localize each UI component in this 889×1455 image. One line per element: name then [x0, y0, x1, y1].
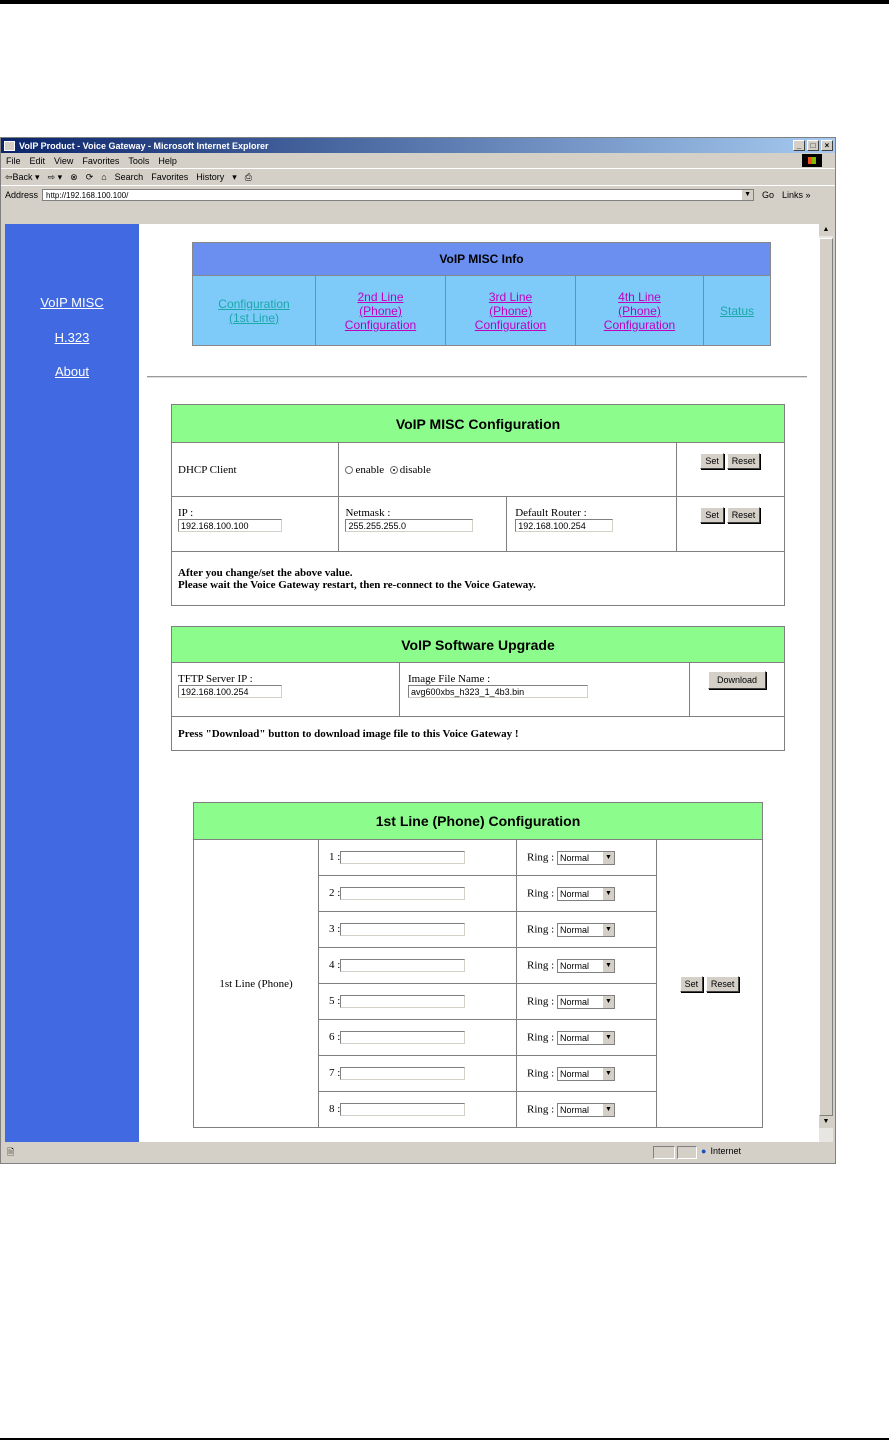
- entry-input-4[interactable]: [340, 959, 465, 972]
- ip-set-button[interactable]: Set: [700, 507, 724, 523]
- dhcp-label: DHCP Client: [172, 443, 339, 497]
- tab-4-line2: (Phone): [618, 303, 661, 318]
- tab-2-line2: (Phone): [359, 303, 402, 318]
- print-icon[interactable]: ⎙: [244, 171, 252, 182]
- ip-label: IP :: [178, 507, 194, 519]
- entry-input-6[interactable]: [340, 1031, 465, 1044]
- ring-select-3[interactable]: [557, 923, 615, 937]
- mail-icon[interactable]: ▾: [232, 171, 237, 182]
- line-row-label: 1st Line (Phone): [194, 840, 319, 1128]
- tab-2-line1: 2nd Line: [357, 289, 404, 304]
- address-bar: [1, 186, 835, 203]
- zone-label: Internet: [710, 1146, 741, 1156]
- image-file-label: Image File Name :: [408, 673, 491, 685]
- page-content: [5, 224, 819, 1142]
- tftp-input[interactable]: 192.168.100.254: [178, 685, 282, 698]
- chevron-down-icon: ▼: [603, 852, 614, 864]
- entry-number-3: 3 :: [329, 923, 341, 936]
- ring-label-1: Ring :: [527, 851, 555, 864]
- ring-value-4: Normal: [559, 960, 589, 971]
- upgrade-table: [171, 626, 785, 751]
- refresh-icon[interactable]: ⟳: [85, 171, 94, 182]
- home-icon[interactable]: ⌂: [101, 172, 107, 182]
- ring-label-3: Ring :: [527, 923, 555, 936]
- ring-select-7[interactable]: [557, 1067, 615, 1081]
- address-input[interactable]: [42, 189, 754, 201]
- scroll-up-icon[interactable]: ▲: [819, 224, 833, 236]
- favorites-button[interactable]: Favorites: [151, 172, 189, 182]
- ring-select-2[interactable]: [557, 887, 615, 901]
- dhcp-disable-radio[interactable]: [390, 466, 398, 474]
- ring-select-5[interactable]: [557, 995, 615, 1009]
- tab-3-line2: (Phone): [489, 303, 532, 318]
- download-button[interactable]: Download: [708, 671, 766, 689]
- tab-4-line1: 4th Line: [618, 289, 661, 304]
- search-button[interactable]: Search: [114, 172, 144, 182]
- dhcp-reset-button[interactable]: Reset: [727, 453, 761, 469]
- ip-reset-button[interactable]: Reset: [727, 507, 761, 523]
- menu-favorites[interactable]: Favorites: [82, 155, 120, 166]
- page-bottom-rule: [0, 1438, 889, 1440]
- ring-select-4[interactable]: [557, 959, 615, 973]
- tab-3-line3: Configuration: [474, 317, 547, 332]
- dhcp-set-button[interactable]: Set: [700, 453, 724, 469]
- status-segment: [677, 1146, 697, 1159]
- ring-value-7: Normal: [559, 1068, 589, 1079]
- go-button[interactable]: Go: [762, 189, 775, 200]
- tab-2-line3: Configuration: [344, 317, 417, 332]
- chevron-down-icon: ▼: [603, 1104, 614, 1116]
- page-icon: 🗎: [7, 1147, 15, 1157]
- download-note: Press "Download" button to download image file to this Voice Gateway !: [172, 717, 785, 751]
- windows-logo-icon: [802, 154, 822, 167]
- misc-config-title: VoIP MISC Configuration: [172, 405, 785, 443]
- scroll-down-icon[interactable]: ▼: [819, 1116, 833, 1128]
- router-label: Default Router :: [515, 507, 587, 519]
- ring-label-4: Ring :: [527, 959, 555, 972]
- entry-input-3[interactable]: [340, 923, 465, 936]
- ring-select-8[interactable]: [557, 1103, 615, 1117]
- tab-link-3[interactable]: [475, 290, 546, 332]
- image-file-input[interactable]: avg600xbs_h323_1_4b3.bin: [408, 685, 588, 698]
- sidebar: [5, 224, 139, 1142]
- menu-edit[interactable]: Edit: [29, 155, 46, 166]
- entry-input-5[interactable]: [340, 995, 465, 1008]
- chevron-down-icon: ▼: [603, 960, 614, 972]
- ring-value-8: Normal: [559, 1104, 589, 1115]
- netmask-input[interactable]: 255.255.255.0: [345, 519, 473, 532]
- back-button[interactable]: ⇦Back ▾: [5, 171, 40, 182]
- tab-3rd-line[interactable]: [446, 276, 576, 346]
- tab-link-status[interactable]: Status: [719, 303, 755, 318]
- line-set-button[interactable]: Set: [680, 976, 704, 992]
- divider: [147, 376, 807, 378]
- ip-input[interactable]: 192.168.100.100: [178, 519, 282, 532]
- address-dropdown-icon[interactable]: ▼: [742, 190, 753, 200]
- dhcp-enable-radio[interactable]: [345, 466, 353, 474]
- ring-select-1[interactable]: [557, 851, 615, 865]
- entry-number-1: 1 :: [329, 851, 341, 864]
- ring-label-7: Ring :: [527, 1067, 555, 1080]
- restart-note-2: Please wait the Voice Gateway restart, then re-connect to the Voice Gateway.: [178, 578, 536, 591]
- chevron-down-icon: ▼: [603, 924, 614, 936]
- title-bar: [1, 138, 835, 153]
- entry-input-1[interactable]: [340, 851, 465, 864]
- stop-icon[interactable]: ⊗: [70, 171, 78, 182]
- tab-3-line1: 3rd Line: [488, 289, 533, 304]
- ring-label-5: Ring :: [527, 995, 555, 1008]
- entry-number-7: 7 :: [329, 1067, 341, 1080]
- ring-value-2: Normal: [559, 888, 589, 899]
- line-config-title: 1st Line (Phone) Configuration: [194, 803, 763, 840]
- misc-config-table: [171, 404, 785, 606]
- menu-bar: [1, 153, 835, 169]
- ring-label-6: Ring :: [527, 1031, 555, 1044]
- toolbar: [1, 169, 835, 186]
- entry-number-5: 5 :: [329, 995, 341, 1008]
- close-icon[interactable]: ×: [821, 140, 833, 151]
- entry-input-7[interactable]: [340, 1067, 465, 1080]
- address-label: Address: [5, 189, 39, 200]
- upgrade-title: VoIP Software Upgrade: [172, 627, 785, 663]
- nav-title: VoIP MISC Info: [193, 243, 771, 276]
- restart-note-1: After you change/set the above value.: [178, 566, 353, 579]
- tab-link-1[interactable]: [218, 297, 289, 325]
- history-button[interactable]: History: [196, 172, 225, 182]
- dhcp-disable-label: disable: [399, 463, 431, 476]
- tab-link-4[interactable]: [604, 290, 675, 332]
- entry-input-8[interactable]: [340, 1103, 465, 1116]
- menu-tools[interactable]: Tools: [128, 155, 150, 166]
- status-bar: [1, 1144, 835, 1162]
- ring-value-6: Normal: [559, 1032, 589, 1043]
- dhcp-enable-label: enable: [355, 463, 385, 476]
- line-reset-button[interactable]: Reset: [706, 976, 740, 992]
- tab-2nd-line[interactable]: [316, 276, 446, 346]
- status-segment: [653, 1146, 675, 1159]
- sidebar-item-h323[interactable]: H.323: [54, 330, 90, 345]
- ring-label-2: Ring :: [527, 887, 555, 900]
- chevron-down-icon: ▼: [603, 1068, 614, 1080]
- chevron-down-icon: ▼: [603, 996, 614, 1008]
- chevron-down-icon: ▼: [603, 1032, 614, 1044]
- tftp-label: TFTP Server IP :: [178, 673, 253, 685]
- tab-4th-line[interactable]: [576, 276, 704, 346]
- ring-value-5: Normal: [559, 996, 589, 1007]
- scrollbar-thumb[interactable]: [819, 238, 833, 1116]
- browser-window: [0, 137, 836, 1164]
- minimize-icon[interactable]: _: [793, 140, 805, 151]
- menu-file[interactable]: File: [6, 155, 21, 166]
- tab-configuration-1st-line[interactable]: [193, 276, 316, 346]
- vertical-scrollbar[interactable]: [819, 224, 833, 1142]
- chevron-down-icon: ▼: [603, 888, 614, 900]
- tab-4-line3: Configuration: [603, 317, 676, 332]
- tab-status[interactable]: [704, 276, 771, 346]
- netmask-label: Netmask :: [345, 507, 391, 519]
- ring-label-8: Ring :: [527, 1103, 555, 1116]
- sidebar-item-about[interactable]: About: [55, 364, 89, 379]
- ring-select-6[interactable]: [557, 1031, 615, 1045]
- entry-number-8: 8 :: [329, 1103, 341, 1116]
- zone-indicator: [701, 1146, 741, 1156]
- nav-table: [192, 242, 771, 346]
- address-value: http://192.168.100.100/: [46, 190, 129, 200]
- router-input[interactable]: 192.168.100.254: [515, 519, 613, 532]
- globe-icon: ●: [701, 1146, 707, 1156]
- ring-value-3: Normal: [559, 924, 589, 935]
- maximize-icon[interactable]: □: [807, 140, 819, 151]
- page-top-rule: [0, 0, 889, 4]
- line-config-table: [193, 802, 763, 1128]
- tab-1-line2: (1st Line): [228, 310, 280, 325]
- ie-icon: [4, 141, 15, 151]
- links-button[interactable]: Links »: [782, 189, 811, 200]
- window-title: VoIP Product - Voice Gateway - Microsoft Internet Explorer: [19, 140, 269, 151]
- menu-view[interactable]: View: [54, 155, 74, 166]
- forward-button[interactable]: ⇨ ▾: [47, 171, 63, 182]
- entry-number-4: 4 :: [329, 959, 341, 972]
- tab-1-line1: Configuration: [218, 296, 290, 311]
- sidebar-item-voip-misc[interactable]: VoIP MISC: [40, 295, 104, 310]
- entry-input-2[interactable]: [340, 887, 465, 900]
- entry-number-6: 6 :: [329, 1031, 341, 1044]
- menu-help[interactable]: Help: [158, 155, 177, 166]
- ring-value-1: Normal: [559, 852, 589, 863]
- entry-number-2: 2 :: [329, 887, 341, 900]
- tab-link-2[interactable]: [345, 290, 416, 332]
